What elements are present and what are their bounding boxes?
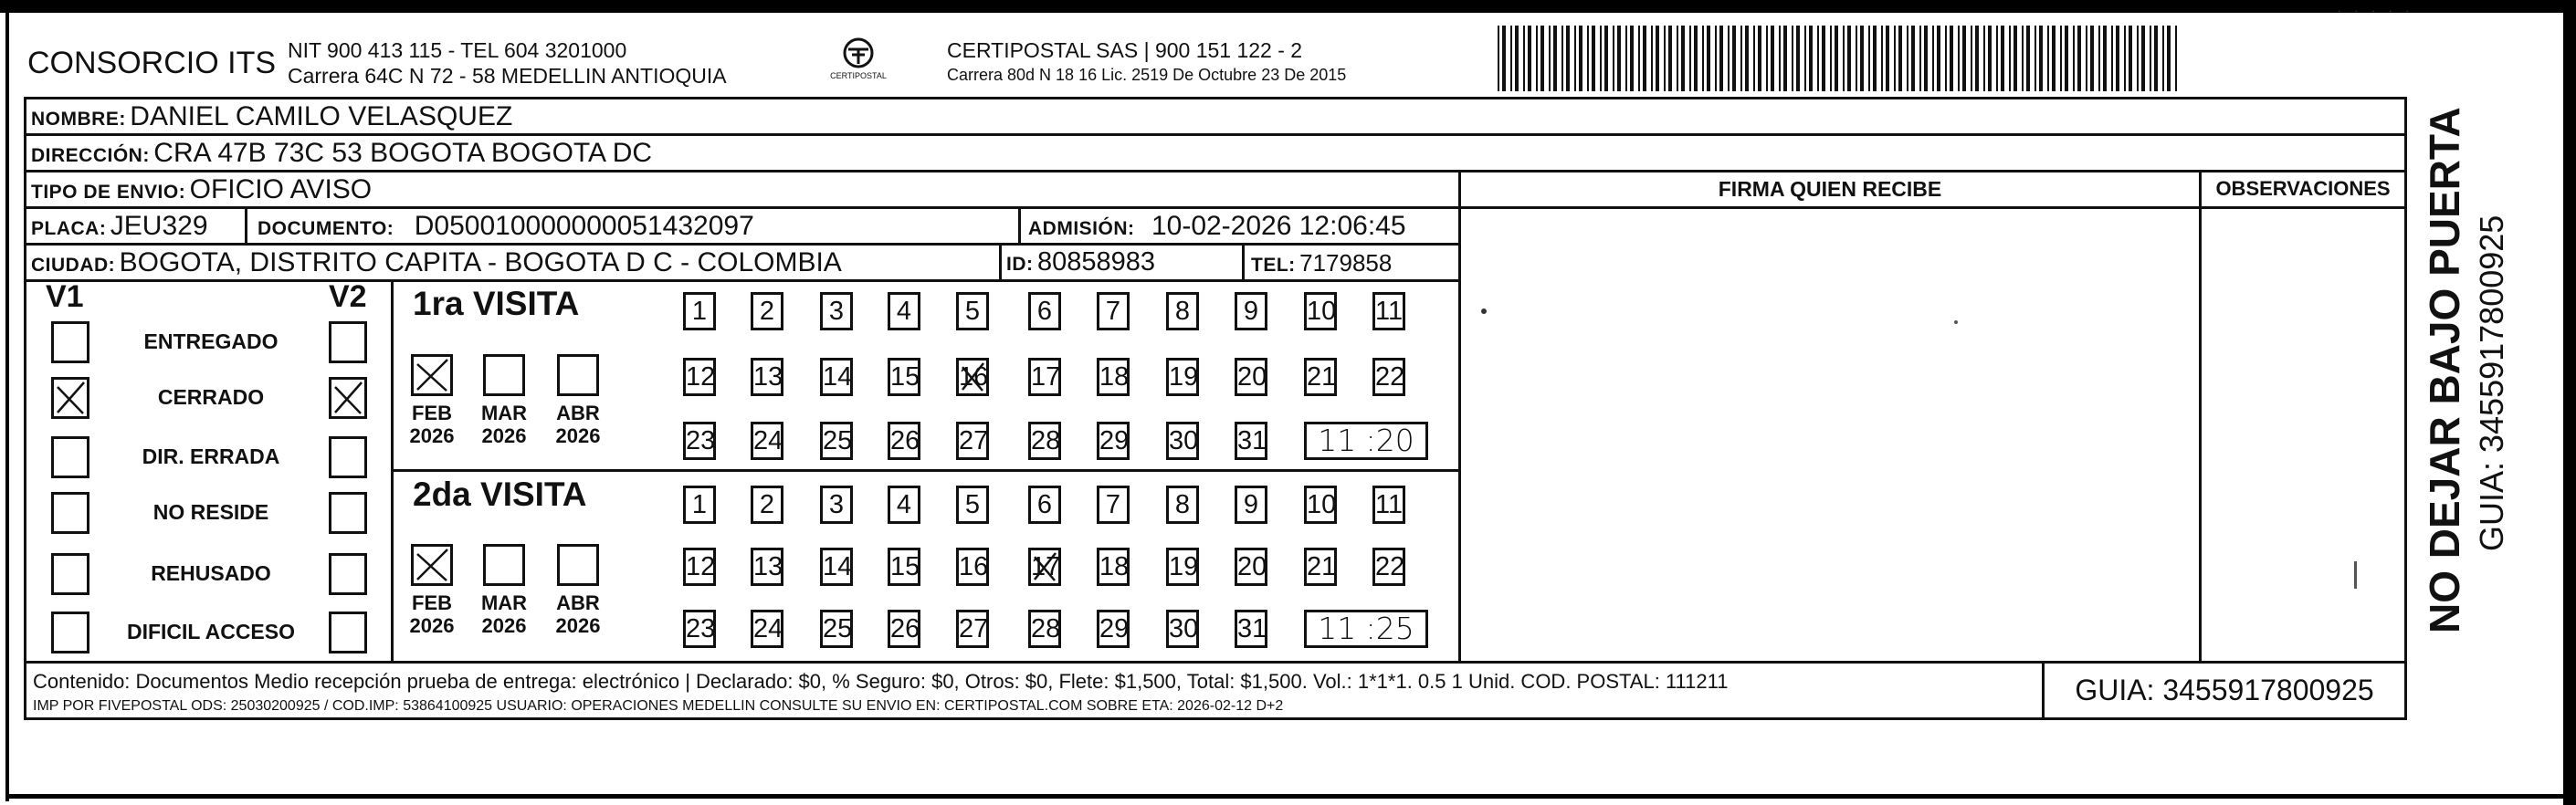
barcode-bar bbox=[2035, 26, 2036, 91]
barcode-bar bbox=[1689, 26, 1691, 91]
day-box: 19 bbox=[1166, 548, 1199, 586]
barcode-bar bbox=[1847, 26, 1851, 91]
barcode-bar bbox=[1830, 26, 1832, 91]
day-box: 16 bbox=[956, 548, 989, 586]
visit-divider bbox=[391, 469, 1460, 472]
day-box: 11 bbox=[1372, 292, 1405, 330]
month-name: ABR bbox=[556, 402, 600, 424]
carrier-line-1: CERTIPOSTAL SAS | 900 151 122 - 2 bbox=[947, 38, 1303, 62]
barcode-bar bbox=[2047, 26, 2049, 91]
month-label bbox=[552, 591, 604, 637]
barcode-bar bbox=[1753, 26, 1755, 91]
nombre-label: NOMBRE: bbox=[31, 109, 126, 130]
company-line-2: Carrera 64C N 72 - 58 MEDELLIN ANTIOQUIA bbox=[288, 64, 727, 88]
barcode-bar bbox=[1528, 26, 1531, 91]
day-box: 12 bbox=[683, 358, 716, 396]
signature-dot bbox=[1481, 308, 1487, 314]
barcode-bar bbox=[1510, 26, 1512, 91]
barcode-bar bbox=[2013, 26, 2017, 91]
barcode-bar bbox=[1745, 26, 1749, 91]
barcode-bar bbox=[2154, 26, 2158, 91]
barcode-bar bbox=[2026, 26, 2030, 91]
barcode-bar bbox=[1971, 26, 1972, 91]
day-box: 8 bbox=[1166, 292, 1199, 330]
day-box: 19 bbox=[1166, 358, 1199, 396]
day-box: 31 bbox=[1235, 422, 1267, 460]
direccion-value: CRA 47B 73C 53 BOGOTA BOGOTA DC bbox=[153, 138, 653, 168]
documento-label: DOCUMENTO: bbox=[258, 218, 394, 239]
day-box: 21 bbox=[1304, 358, 1337, 396]
month-checkbox bbox=[411, 544, 453, 586]
day-box: 25 bbox=[820, 610, 853, 648]
documento-value: D050010000000051432097 bbox=[414, 211, 754, 241]
barcode-bar bbox=[2124, 26, 2126, 91]
day-box: 4 bbox=[888, 292, 920, 330]
day-box: 18 bbox=[1097, 358, 1130, 396]
visit2-title: 2da VISITA bbox=[413, 476, 587, 513]
month-name: MAR bbox=[480, 402, 528, 424]
visit1-title: 1ra VISITA bbox=[413, 285, 580, 322]
barcode-bar bbox=[2162, 26, 2164, 91]
month-checkbox bbox=[483, 544, 525, 586]
form-right-line bbox=[2404, 97, 2407, 720]
placa-label: PLACA: bbox=[31, 218, 107, 239]
v2-checkbox bbox=[329, 553, 367, 595]
barcode-bar bbox=[1958, 26, 1960, 91]
barcode-bar bbox=[1817, 26, 1819, 91]
barcode-bar bbox=[1579, 26, 1582, 91]
day-box: 22 bbox=[1372, 548, 1405, 586]
barcode-bar bbox=[1502, 26, 1506, 91]
day-cross-icon bbox=[1031, 550, 1058, 583]
v2-checkbox bbox=[329, 612, 367, 653]
day-box: 9 bbox=[1235, 486, 1267, 524]
row-line-4 bbox=[24, 243, 1460, 246]
v2-header: V2 bbox=[329, 279, 367, 314]
nombre-row bbox=[31, 101, 512, 132]
barcode-bar bbox=[1668, 26, 1672, 91]
barcode-bar bbox=[1677, 26, 1678, 91]
barcode-bar bbox=[1783, 26, 1787, 91]
v2-checkbox bbox=[329, 321, 367, 363]
header-underline bbox=[1461, 206, 2407, 209]
barcode-bar bbox=[1715, 26, 1717, 91]
day-box: 17 bbox=[1028, 548, 1061, 586]
logo-text: CERTIPOSTAL bbox=[830, 71, 887, 80]
barcode-bar bbox=[1962, 26, 1966, 91]
v2-checkbox bbox=[329, 377, 367, 419]
observation-mark bbox=[2354, 561, 2357, 589]
barcode-bar bbox=[1945, 26, 1947, 91]
barcode-bar bbox=[1553, 26, 1557, 91]
footer-line-1: Contenido: Documentos Medio recepción prueba de entrega: electrónico | Declarado: $0, % Seguro: $0, Otros: $0, Flete: $1,500, Total: $1,500. Vol.: 1*1*1. 0.5 1 Unid. COD. POSTAL: 111211 bbox=[33, 670, 1729, 693]
barcode-bar bbox=[1988, 26, 1992, 91]
right-border bbox=[2563, 0, 2576, 805]
day-box: 15 bbox=[888, 358, 920, 396]
day-box: 5 bbox=[956, 486, 989, 524]
day-box: 17 bbox=[1028, 358, 1061, 396]
id-value: 80858983 bbox=[1036, 247, 1155, 277]
carrier-line-2: Carrera 80d N 18 16 Lic. 2519 De Octubre 23 De 2015 bbox=[947, 66, 1347, 84]
month-year: 2026 bbox=[481, 614, 527, 637]
day-box: 31 bbox=[1235, 610, 1267, 648]
month-checkbox bbox=[411, 354, 453, 396]
day-box: 14 bbox=[820, 358, 853, 396]
barcode-bar bbox=[1907, 26, 1908, 91]
row-line-5 bbox=[24, 279, 1460, 282]
check-x-icon bbox=[331, 380, 364, 416]
col-line-tel bbox=[1242, 243, 1245, 281]
v1-checkbox bbox=[51, 321, 89, 363]
day-box: 2 bbox=[751, 486, 783, 524]
barcode-bar bbox=[1536, 26, 1538, 91]
day-box: 18 bbox=[1097, 548, 1130, 586]
day-box: 30 bbox=[1166, 610, 1199, 648]
barcode-bar bbox=[1707, 26, 1710, 91]
day-box: 3 bbox=[820, 486, 853, 524]
barcode-bar bbox=[2065, 26, 2068, 91]
month-checkbox bbox=[557, 544, 599, 586]
barcode-bar bbox=[1868, 26, 1870, 91]
ciudad-row bbox=[31, 247, 842, 278]
day-box: 5 bbox=[956, 292, 989, 330]
v2-checkbox bbox=[329, 492, 367, 534]
admision-row bbox=[1028, 211, 1406, 242]
day-box: 29 bbox=[1097, 422, 1130, 460]
month-label bbox=[406, 402, 457, 447]
tel-row bbox=[1251, 249, 1392, 277]
day-box: 28 bbox=[1028, 422, 1061, 460]
barcode-bar bbox=[1924, 26, 1928, 91]
barcode-bar bbox=[2039, 26, 2043, 91]
barcode-bar bbox=[1592, 26, 1595, 91]
col-line-obs bbox=[2199, 170, 2202, 663]
form-top-line bbox=[24, 97, 2407, 99]
month-label bbox=[552, 402, 604, 447]
barcode-bar bbox=[1643, 26, 1646, 91]
admision-value: 10-02-2026 12:06:45 bbox=[1151, 211, 1406, 241]
guia-box: GUIA: 3455917800925 bbox=[2075, 674, 2374, 706]
v1-checkbox bbox=[51, 377, 89, 419]
day-box: 27 bbox=[956, 422, 989, 460]
month-checkbox bbox=[483, 354, 525, 396]
col-line-placa bbox=[245, 206, 247, 245]
barcode-bar bbox=[1779, 26, 1781, 91]
barcode-bar bbox=[1566, 26, 1570, 91]
month-year: 2026 bbox=[481, 424, 527, 447]
month-label bbox=[406, 591, 457, 637]
v1-checkbox bbox=[51, 612, 89, 653]
barcode-bar bbox=[1728, 26, 1730, 91]
v1-checkbox bbox=[51, 492, 89, 534]
documento-row bbox=[258, 211, 754, 242]
month-year: 2026 bbox=[555, 614, 601, 637]
day-cross-icon bbox=[959, 361, 986, 393]
day-box: 29 bbox=[1097, 610, 1130, 648]
day-box: 10 bbox=[1304, 292, 1337, 330]
barcode-bar bbox=[1796, 26, 1800, 91]
tel-label: TEL: bbox=[1251, 255, 1296, 276]
barcode-bar bbox=[2060, 26, 2062, 91]
top-border bbox=[0, 0, 2576, 13]
nombre-value: DANIEL CAMILO VELASQUEZ bbox=[130, 101, 513, 131]
tipo-row bbox=[31, 174, 372, 205]
barcode-bar bbox=[1886, 26, 1889, 91]
month-name: FEB bbox=[412, 402, 452, 424]
day-box: 13 bbox=[751, 358, 783, 396]
barcode-bar bbox=[2098, 26, 2100, 91]
day-box: 27 bbox=[956, 610, 989, 648]
day-box: 4 bbox=[888, 486, 920, 524]
day-box: 13 bbox=[751, 548, 783, 586]
day-box: 20 bbox=[1235, 548, 1267, 586]
day-box: 16 bbox=[956, 358, 989, 396]
day-box: 24 bbox=[751, 610, 783, 648]
day-box: 22 bbox=[1372, 358, 1405, 396]
form-bottom-line bbox=[24, 717, 2407, 720]
company-name: CONSORCIO ITS bbox=[27, 46, 277, 80]
barcode-bar bbox=[1694, 26, 1698, 91]
day-box: 6 bbox=[1028, 292, 1061, 330]
status-option-label: CERRADO bbox=[157, 385, 265, 409]
barcode-bar bbox=[1740, 26, 1742, 91]
barcode-bar bbox=[2077, 26, 2081, 91]
barcode-bar bbox=[1860, 26, 1864, 91]
day-box: 23 bbox=[683, 422, 716, 460]
barcode-bar bbox=[1574, 26, 1576, 91]
barcode-bar bbox=[1950, 26, 1953, 91]
barcode-bar bbox=[1549, 26, 1551, 91]
firma-header: FIRMA QUIEN RECIBE bbox=[1718, 177, 1942, 201]
barcode-bar bbox=[1804, 26, 1806, 91]
barcode-bar bbox=[2001, 26, 2004, 91]
day-box: 26 bbox=[888, 422, 920, 460]
barcode-bar bbox=[1515, 26, 1519, 91]
barcode-bar bbox=[2111, 26, 2113, 91]
barcode-bar bbox=[1873, 26, 1877, 91]
barcode-bar bbox=[1983, 26, 1985, 91]
tipo-label: TIPO DE ENVIO: bbox=[31, 182, 186, 203]
day-box: 7 bbox=[1097, 486, 1130, 524]
footer-line-2: IMP POR FIVEPOSTAL ODS: 25030200925 / COD.IMP: 53864100925 USUARIO: OPERACIONES MEDELLIN CONSULTE SU ENVIO EN: CERTIPOSTAL.COM SOBRE ETA: 2026-02-12 D+2 bbox=[33, 698, 1284, 714]
barcode-bar bbox=[1656, 26, 1659, 91]
barcode-bar bbox=[1681, 26, 1685, 91]
barcode-bar bbox=[1613, 26, 1614, 91]
barcode-bar bbox=[1766, 26, 1768, 91]
day-box: 11 bbox=[1372, 486, 1405, 524]
col-line-firma bbox=[1458, 170, 1461, 663]
barcode-bar bbox=[1937, 26, 1940, 91]
day-box: 24 bbox=[751, 422, 783, 460]
status-option-label: DIR. ERRADA bbox=[142, 444, 280, 468]
company-line-1: NIT 900 413 115 - TEL 604 3201000 bbox=[288, 38, 627, 62]
id-row bbox=[1006, 247, 1155, 277]
barcode-bar bbox=[1975, 26, 1979, 91]
month-year: 2026 bbox=[555, 424, 601, 447]
day-box: 1 bbox=[683, 292, 716, 330]
barcode-bar bbox=[2175, 26, 2177, 91]
day-box: 1 bbox=[683, 486, 716, 524]
barcode-bar bbox=[1996, 26, 1998, 91]
barcode-bar bbox=[1792, 26, 1793, 91]
month-year: 2026 bbox=[409, 614, 455, 637]
direccion-row bbox=[31, 138, 652, 169]
barcode-bar bbox=[2090, 26, 2094, 91]
tipo-value: OFICIO AVISO bbox=[189, 174, 373, 204]
day-box: 23 bbox=[683, 610, 716, 648]
barcode-bar bbox=[2052, 26, 2056, 91]
barcode-bar bbox=[1732, 26, 1736, 91]
day-box: 28 bbox=[1028, 610, 1061, 648]
day-box: 21 bbox=[1304, 548, 1337, 586]
barcode-bar bbox=[1856, 26, 1857, 91]
barcode-bar bbox=[1898, 26, 1902, 91]
barcode-bar bbox=[1758, 26, 1761, 91]
barcode-bar bbox=[1894, 26, 1896, 91]
barcode-bar bbox=[2009, 26, 2011, 91]
ciudad-label: CIUDAD: bbox=[31, 255, 116, 276]
month-name: ABR bbox=[556, 591, 600, 614]
barcode-bar bbox=[1617, 26, 1621, 91]
month-year: 2026 bbox=[409, 424, 455, 447]
barcode-bar bbox=[1702, 26, 1704, 91]
barcode-bar bbox=[2116, 26, 2119, 91]
day-box: 2 bbox=[751, 292, 783, 330]
row-line-2 bbox=[24, 170, 2407, 172]
barcode-bar bbox=[2167, 26, 2171, 91]
day-box: 8 bbox=[1166, 486, 1199, 524]
v1-checkbox bbox=[51, 436, 89, 478]
day-box: 30 bbox=[1166, 422, 1199, 460]
barcode-bar bbox=[1638, 26, 1640, 91]
status-option-label: ENTREGADO bbox=[143, 329, 279, 353]
barcode-bar bbox=[1630, 26, 1634, 91]
day-box: 15 bbox=[888, 548, 920, 586]
month-checkbox bbox=[557, 354, 599, 396]
tel-value: 7179858 bbox=[1299, 249, 1393, 277]
barcode-bar bbox=[2137, 26, 2139, 91]
barcode-bar bbox=[2022, 26, 2024, 91]
direccion-label: DIRECCIÓN: bbox=[31, 145, 150, 166]
barcode-bar bbox=[1523, 26, 1525, 91]
day-box: 20 bbox=[1235, 358, 1267, 396]
status-option-label: DIFICIL ACCESO bbox=[126, 620, 295, 643]
barcode-bar bbox=[1540, 26, 1544, 91]
barcode-bar bbox=[2150, 26, 2151, 91]
day-box: 26 bbox=[888, 610, 920, 648]
month-label bbox=[478, 591, 530, 637]
barcode-bar bbox=[1822, 26, 1825, 91]
check-x-icon bbox=[54, 380, 87, 416]
time-box: 11 :20 bbox=[1304, 422, 1428, 460]
ciudad-value: BOGOTA, DISTRITO CAPITA - BOGOTA D C - COLOMBIA bbox=[119, 247, 842, 277]
form-left-line bbox=[24, 97, 26, 720]
month-name: FEB bbox=[412, 591, 452, 614]
barcode-bar bbox=[2086, 26, 2087, 91]
day-box: 25 bbox=[820, 422, 853, 460]
row-line-1 bbox=[24, 133, 2407, 136]
barcode-bar bbox=[1881, 26, 1883, 91]
v2-checkbox bbox=[329, 436, 367, 478]
barcode-bar bbox=[1561, 26, 1563, 91]
barcode-bar bbox=[2103, 26, 2107, 91]
barcode-bar bbox=[2141, 26, 2145, 91]
day-box: 12 bbox=[683, 548, 716, 586]
day-box: 10 bbox=[1304, 486, 1337, 524]
status-option-label: NO RESIDE bbox=[152, 500, 269, 524]
barcode-bar bbox=[2073, 26, 2075, 91]
barcode-bar bbox=[1604, 26, 1608, 91]
barcode-bar bbox=[1625, 26, 1627, 91]
observaciones-header: OBSERVACIONES bbox=[2215, 177, 2391, 200]
side-guia: GUIA: 3455917800925 bbox=[2473, 214, 2510, 551]
barcode-bar bbox=[1719, 26, 1723, 91]
placa-value: JEU329 bbox=[110, 211, 208, 241]
signature-dot bbox=[1954, 320, 1958, 324]
month-name: MAR bbox=[480, 591, 528, 614]
col-line-id bbox=[999, 243, 1002, 281]
day-box: 3 bbox=[820, 292, 853, 330]
barcode-bar bbox=[1809, 26, 1813, 91]
barcode-bar bbox=[1835, 26, 1838, 91]
barcode-bar bbox=[1771, 26, 1774, 91]
barcode-bar bbox=[2129, 26, 2132, 91]
no-dejar-label: NO DEJAR BAJO PUERTA bbox=[2421, 107, 2468, 633]
barcode-bar bbox=[1587, 26, 1589, 91]
day-box: 6 bbox=[1028, 486, 1061, 524]
month-label bbox=[478, 402, 530, 447]
barcode-bar bbox=[1919, 26, 1921, 91]
barcode-bar bbox=[1843, 26, 1845, 91]
status-option-label: REHUSADO bbox=[151, 561, 271, 585]
v1-header: V1 bbox=[46, 279, 84, 314]
time-box: 11 :25 bbox=[1304, 610, 1428, 648]
certipostal-logo bbox=[826, 35, 890, 88]
barcode-bar bbox=[1911, 26, 1915, 91]
barcode-bar bbox=[1932, 26, 1934, 91]
barcode-bar bbox=[1664, 26, 1666, 91]
barcode-bar bbox=[1498, 26, 1499, 91]
admision-label: ADMISIÓN: bbox=[1028, 218, 1135, 239]
left-border bbox=[5, 7, 9, 801]
v1-checkbox bbox=[51, 553, 89, 595]
barcode bbox=[1498, 26, 2182, 91]
barcode-bar bbox=[1600, 26, 1602, 91]
barcode-bar bbox=[1651, 26, 1653, 91]
day-box: 14 bbox=[820, 548, 853, 586]
id-label: ID: bbox=[1006, 254, 1034, 275]
day-box: 9 bbox=[1235, 292, 1267, 330]
placa-row bbox=[31, 211, 208, 242]
bottom-border bbox=[5, 794, 2567, 799]
corner-dots: . . . . . bbox=[2338, 2, 2415, 15]
check-x-icon bbox=[414, 547, 450, 583]
col-line-admision bbox=[1018, 206, 1021, 245]
day-box: 7 bbox=[1097, 292, 1130, 330]
check-x-icon bbox=[414, 357, 450, 393]
